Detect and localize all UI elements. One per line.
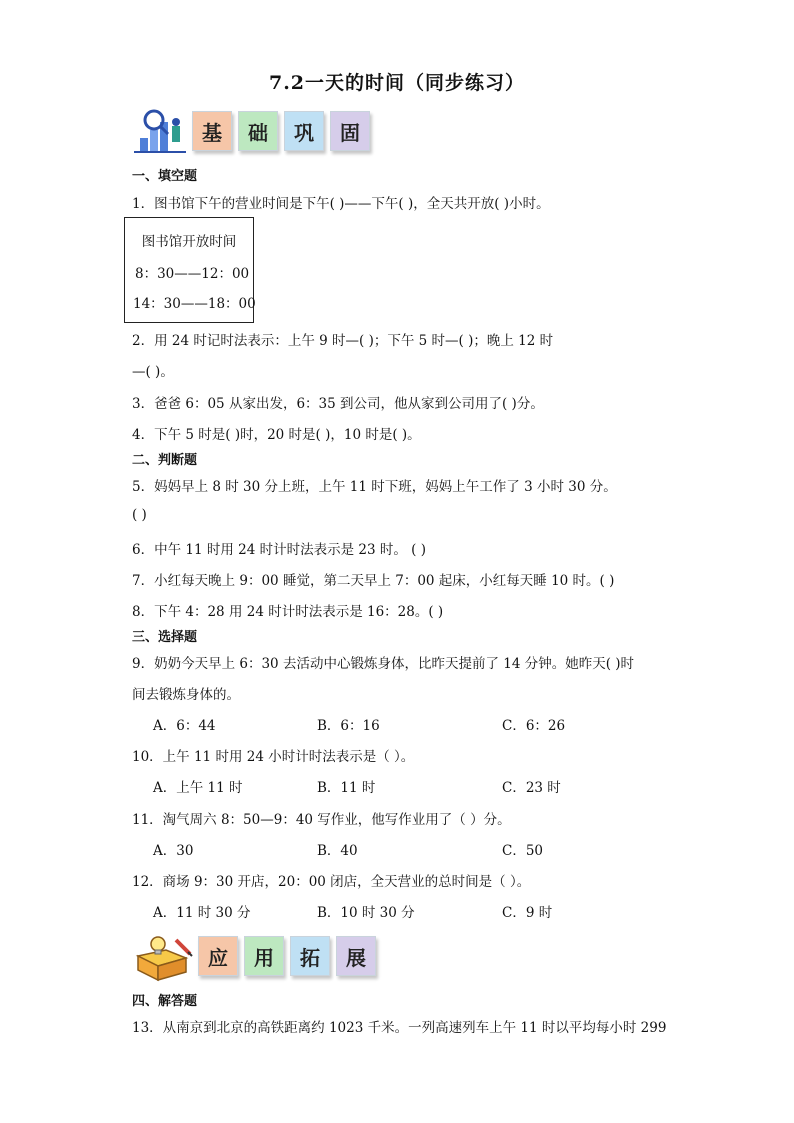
q10-option-c: C．23 时 <box>502 780 561 796</box>
page-title: 7.2一天的时间（同步练习） <box>268 72 526 94</box>
library-hours-header: 图书馆开放时间 <box>141 234 237 250</box>
q12-option-b: B．10 时 30 分 <box>317 905 415 921</box>
banner-tile-4: 固 <box>330 111 370 151</box>
banner-tile-3: 拓 <box>290 936 330 976</box>
question-7: 7．小红每天晚上 9：00 睡觉，第二天早上 7：00 起床，小红每天睡 10 时。( ) <box>132 573 615 589</box>
question-13: 13．从南京到北京的高铁距离约 1023 千米。一列高速列车上午 11 时以平均每小时 299 <box>132 1020 667 1036</box>
banner-tile-4: 展 <box>336 936 376 976</box>
section-true-false: 二、判断题 <box>132 453 198 468</box>
question-8: 8．下午 4：28 用 24 时计时法表示是 16：28。( ) <box>132 604 444 620</box>
question-2-line-1: 2．用 24 时记时法表示：上午 9 时—( )；下午 5 时—( )；晚上 12 时 <box>132 333 554 349</box>
banner-tile-3: 巩 <box>284 111 324 151</box>
question-6: 6．中午 11 时用 24 时计时法表示是 23 时。 ( ) <box>132 542 426 558</box>
banner-foundation <box>132 108 382 156</box>
banner-extension <box>132 932 392 982</box>
question-11: 11．淘气周六 8：50—9：40 写作业，他写作业用了（ ）分。 <box>132 812 511 828</box>
section-word-problems: 四、解答题 <box>132 994 198 1009</box>
q11-option-b: B．40 <box>317 843 358 859</box>
question-12: 12．商场 9：30 开店，20：00 闭店，全天营业的总时间是（ ）。 <box>132 874 531 890</box>
banner-tile-2: 础 <box>238 111 278 151</box>
question-5-line-2: ( ) <box>132 507 147 523</box>
library-hours-table <box>124 217 254 323</box>
q9-option-b: B．6：16 <box>317 718 380 734</box>
q11-option-a: A．30 <box>153 843 194 859</box>
q9-option-a: A．6：44 <box>153 718 216 734</box>
banner-tile-1: 应 <box>198 936 238 976</box>
q12-option-c: C．9 时 <box>502 905 553 921</box>
question-10: 10．上午 11 时用 24 小时计时法表示是（ ）。 <box>132 749 415 765</box>
banner-tile-2: 用 <box>244 936 284 976</box>
section-multiple-choice: 三、选择题 <box>132 630 198 645</box>
section-fill-blank: 一、填空题 <box>132 169 198 184</box>
q9-option-c: C．6：26 <box>502 718 566 734</box>
q12-option-a: A．11 时 30 分 <box>153 905 251 921</box>
question-2-line-2: —( )。 <box>132 364 174 380</box>
library-hours-morning: 8：30——12：00 <box>135 266 250 282</box>
lightbulb-box-icon <box>132 932 194 982</box>
question-5-line-1: 5．妈妈早上 8 时 30 分上班，上午 11 时下班，妈妈上午工作了 3 小时 30 分。 <box>132 479 617 495</box>
library-hours-afternoon: 14：30——18：00 <box>133 296 256 312</box>
question-4: 4．下午 5 时是( )时，20 时是( )，10 时是( )。 <box>132 427 421 443</box>
q10-option-a: A．上午 11 时 <box>153 780 243 796</box>
question-9-line-1: 9．奶奶今天早上 6：30 去活动中心锻炼身体，比昨天提前了 14 分钟。她昨天( )时 <box>132 656 635 672</box>
question-3: 3．爸爸 6：05 从家出发，6：35 到公司，他从家到公司用了( )分。 <box>132 396 544 412</box>
q11-option-c: C．50 <box>502 843 544 859</box>
question-9-line-2: 间去锻炼身体的。 <box>132 687 240 703</box>
banner-tile-1: 基 <box>192 111 232 151</box>
question-1: 1．图书馆下午的营业时间是下午( )——下午( )，全天共开放( )小时。 <box>132 196 550 212</box>
magnifier-chart-icon <box>132 108 188 156</box>
q10-option-b: B．11 时 <box>317 780 376 796</box>
